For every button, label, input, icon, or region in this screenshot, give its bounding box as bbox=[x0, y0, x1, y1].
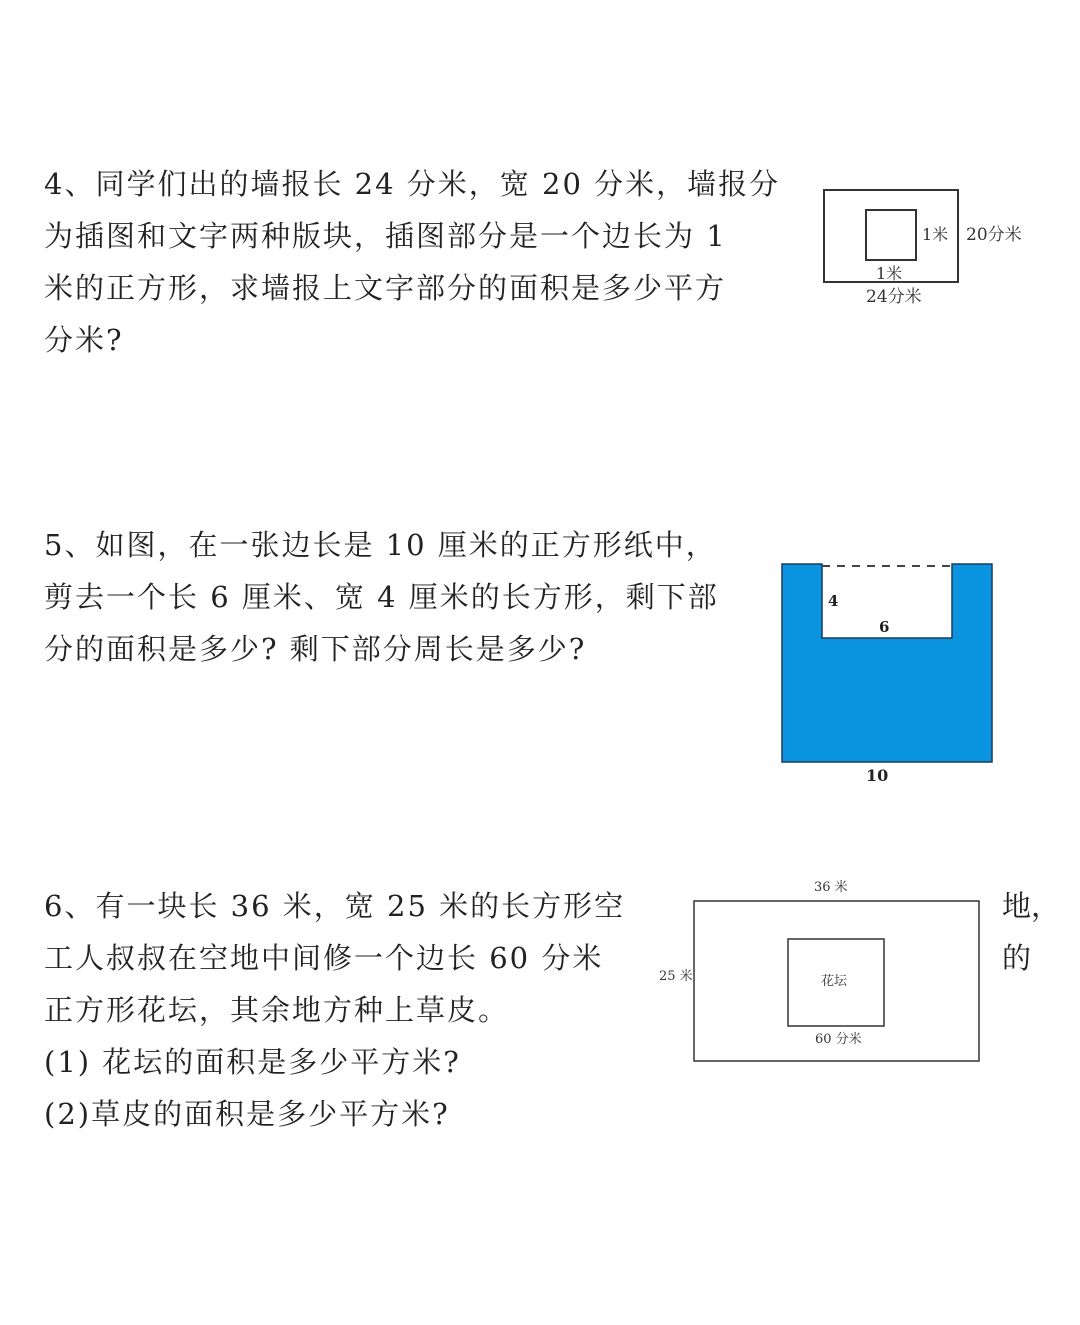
question-6-line-1: 6、有一块长 36 米，宽 25 米的长方形空 bbox=[44, 889, 626, 923]
question-4-line-1: 4、同学们出的墙报长 24 分米，宽 20 分米，墙报分 bbox=[44, 167, 781, 201]
question-5-line-3: 分的面积是多少? 剩下部分周长是多少? bbox=[44, 632, 587, 666]
bed-side-label: 60 分米 bbox=[815, 1032, 862, 1047]
question-6-text bbox=[44, 880, 625, 1140]
remaining-paper bbox=[782, 564, 992, 762]
question-4-figure bbox=[818, 182, 1038, 312]
question-6-line-2: 工人叔叔在空地中间修一个边长 60 分米 bbox=[44, 941, 604, 975]
inner-bottom-label: 1米 bbox=[876, 264, 903, 283]
length-label: 36 米 bbox=[814, 880, 848, 895]
width-label: 25 米 bbox=[659, 969, 693, 984]
width-label: 24分米 bbox=[866, 287, 922, 307]
question-4-line-2: 为插图和文字两种版块，插图部分是一个边长为 1 bbox=[44, 219, 727, 253]
side-label: 10 bbox=[866, 766, 889, 785]
inner-side-label: 1米 bbox=[922, 225, 949, 244]
flower-bed-label: 花坛 bbox=[821, 974, 848, 989]
question-6-figure bbox=[654, 874, 990, 1070]
question-5-figure bbox=[776, 558, 1000, 790]
question-4-line-3: 米的正方形，求墙报上文字部分的面积是多少平方 bbox=[44, 271, 727, 305]
cut-width-label: 6 bbox=[879, 618, 890, 636]
question-5-line-2: 剪去一个长 6 厘米、宽 4 厘米的长方形，剩下部 bbox=[44, 580, 719, 614]
question-4-text bbox=[44, 158, 780, 366]
question-6-fragment-1: 地， bbox=[1002, 889, 1061, 923]
question-6-fragment-2: 的 bbox=[1002, 941, 1032, 975]
question-5-line-1: 5、如图，在一张边长是 10 厘米的正方形纸中， bbox=[44, 528, 717, 562]
question-6-line-5: (2)草皮的面积是多少平方米? bbox=[44, 1097, 450, 1131]
question-5-text bbox=[44, 519, 719, 675]
cut-height-label: 4 bbox=[828, 592, 839, 610]
illustration-square bbox=[866, 210, 916, 260]
height-label: 20分米 bbox=[966, 225, 1022, 245]
question-6-line-4: (1) 花坛的面积是多少平方米? bbox=[44, 1045, 461, 1079]
question-4-line-4: 分米? bbox=[44, 323, 124, 357]
question-6-line-3: 正方形花坛，其余地方种上草皮。 bbox=[44, 993, 510, 1027]
question-6-right-fragments bbox=[1002, 880, 1060, 984]
